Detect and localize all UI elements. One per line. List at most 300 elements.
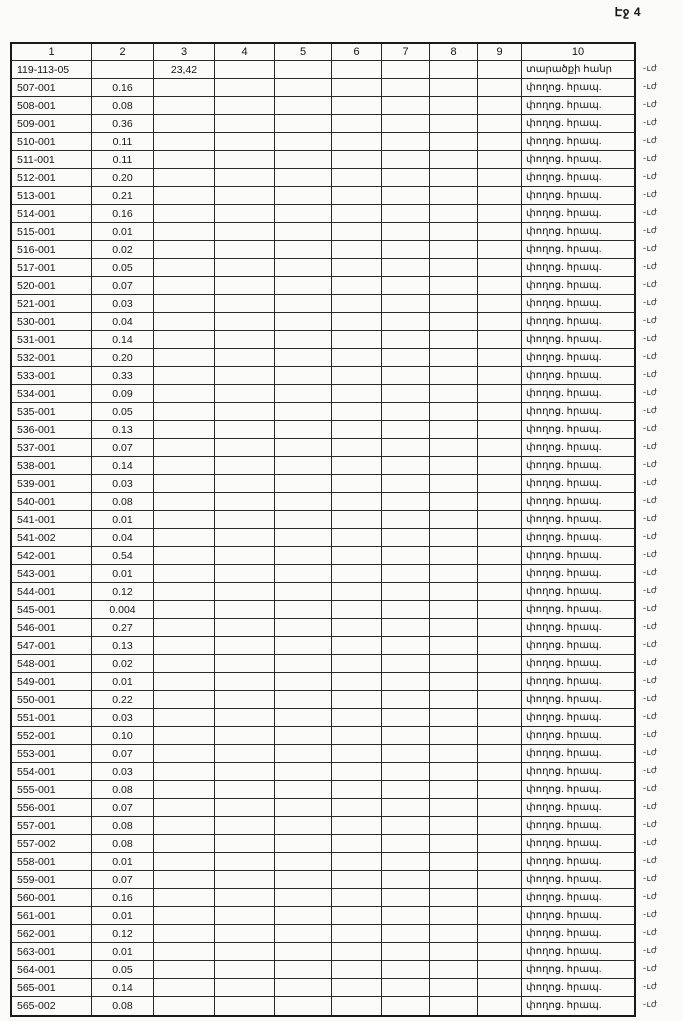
cell-col4 [215, 871, 275, 889]
cell-col5 [275, 997, 332, 1015]
cell-col3: 23,42 [154, 61, 215, 79]
table-row [12, 457, 634, 475]
cell-col4 [215, 979, 275, 997]
cell-col6 [332, 601, 382, 619]
table-row [12, 223, 634, 241]
table-row [12, 313, 634, 331]
cell-col8 [430, 673, 478, 691]
col-header-6: 6 [332, 44, 382, 61]
cell-col8 [430, 493, 478, 511]
cell-col8 [430, 763, 478, 781]
cell-col10: փողոց. հրապ. [522, 691, 634, 709]
margin-mark: -ւժ [643, 729, 658, 739]
cell-col3 [154, 745, 215, 763]
cell-col1: 536-001 [12, 421, 92, 439]
cell-col6 [332, 943, 382, 961]
cell-col9 [478, 565, 522, 583]
table-row [12, 727, 634, 745]
cell-col5 [275, 691, 332, 709]
margin-mark: -ւժ [643, 135, 658, 145]
cell-col2: 0.02 [92, 655, 154, 673]
cell-col3 [154, 403, 215, 421]
cell-col5 [275, 205, 332, 223]
table-row [12, 691, 634, 709]
cell-col4 [215, 97, 275, 115]
cell-col3 [154, 601, 215, 619]
cell-col2: 0.03 [92, 475, 154, 493]
cell-col4 [215, 889, 275, 907]
cell-col2: 0.27 [92, 619, 154, 637]
table-row [12, 871, 634, 889]
cell-col4 [215, 817, 275, 835]
cell-col10: փողոց. հրապ. [522, 205, 634, 223]
margin-mark: -ւժ [643, 171, 658, 181]
cell-col2: 0.02 [92, 241, 154, 259]
col-header-7: 7 [382, 44, 430, 61]
cell-col9 [478, 295, 522, 313]
cell-col3 [154, 367, 215, 385]
cell-col1: 557-002 [12, 835, 92, 853]
cell-col7 [382, 205, 430, 223]
cell-col2: 0.01 [92, 223, 154, 241]
cell-col1: 517-001 [12, 259, 92, 277]
cell-col5 [275, 115, 332, 133]
cell-col3 [154, 331, 215, 349]
cell-col9 [478, 241, 522, 259]
cell-col4 [215, 529, 275, 547]
cell-col8 [430, 709, 478, 727]
cell-col7 [382, 781, 430, 799]
cell-col6 [332, 61, 382, 79]
cell-col8 [430, 979, 478, 997]
cell-col4 [215, 727, 275, 745]
cell-col8 [430, 547, 478, 565]
margin-mark: -ւժ [643, 999, 658, 1009]
cell-col4 [215, 781, 275, 799]
cell-col2: 0.09 [92, 385, 154, 403]
cell-col6 [332, 475, 382, 493]
cell-col9 [478, 943, 522, 961]
cell-col2: 0.16 [92, 79, 154, 97]
cell-col9 [478, 763, 522, 781]
cell-col9 [478, 619, 522, 637]
cell-col8 [430, 169, 478, 187]
margin-mark: -ւժ [643, 243, 658, 253]
cell-col5 [275, 97, 332, 115]
cell-col5 [275, 277, 332, 295]
cell-col1: 565-001 [12, 979, 92, 997]
cell-col5 [275, 439, 332, 457]
cell-col8 [430, 313, 478, 331]
table-row [12, 547, 634, 565]
cell-col6 [332, 619, 382, 637]
cell-col3 [154, 133, 215, 151]
cell-col9 [478, 673, 522, 691]
cell-col1: 533-001 [12, 367, 92, 385]
margin-mark: -ւժ [643, 585, 658, 595]
cell-col5 [275, 169, 332, 187]
table-row [12, 763, 634, 781]
table-row [12, 61, 634, 79]
cell-col10: փողոց. հրապ. [522, 763, 634, 781]
cell-col7 [382, 439, 430, 457]
margin-mark: -ւժ [643, 765, 658, 775]
col-header-8: 8 [430, 44, 478, 61]
cell-col9 [478, 259, 522, 277]
cell-col5 [275, 817, 332, 835]
cell-col10: փողոց. հրապ. [522, 403, 634, 421]
cell-col5 [275, 367, 332, 385]
cell-col1: 541-001 [12, 511, 92, 529]
margin-mark: -ւժ [643, 855, 658, 865]
cell-col7 [382, 79, 430, 97]
cell-col2: 0.05 [92, 403, 154, 421]
cell-col2: 0.33 [92, 367, 154, 385]
cell-col8 [430, 457, 478, 475]
data-table-wrapper [10, 42, 636, 1017]
cell-col4 [215, 601, 275, 619]
cell-col2: 0.004 [92, 601, 154, 619]
table-row [12, 709, 634, 727]
cell-col2: 0.03 [92, 763, 154, 781]
cell-col4 [215, 223, 275, 241]
cell-col4 [215, 943, 275, 961]
cell-col9 [478, 403, 522, 421]
cell-col7 [382, 619, 430, 637]
cell-col1: 534-001 [12, 385, 92, 403]
cell-col10: փողոց. հրապ. [522, 259, 634, 277]
cell-col10: փողոց. հրապ. [522, 349, 634, 367]
cell-col10: փողոց. հրապ. [522, 781, 634, 799]
margin-mark: -ւժ [643, 639, 658, 649]
table-row [12, 511, 634, 529]
cell-col1: 540-001 [12, 493, 92, 511]
cell-col1: 557-001 [12, 817, 92, 835]
cell-col5 [275, 421, 332, 439]
cell-col3 [154, 259, 215, 277]
cell-col1: 535-001 [12, 403, 92, 421]
cell-col1: 539-001 [12, 475, 92, 493]
cell-col6 [332, 313, 382, 331]
cell-col7 [382, 835, 430, 853]
cell-col4 [215, 385, 275, 403]
cell-col8 [430, 943, 478, 961]
cell-col2: 0.11 [92, 133, 154, 151]
cell-col5 [275, 385, 332, 403]
cell-col6 [332, 655, 382, 673]
cell-col6 [332, 547, 382, 565]
cell-col5 [275, 187, 332, 205]
cell-col2: 0.16 [92, 205, 154, 223]
cell-col3 [154, 493, 215, 511]
cell-col8 [430, 907, 478, 925]
cell-col10: փողոց. հրապ. [522, 511, 634, 529]
cell-col8 [430, 79, 478, 97]
cell-col8 [430, 583, 478, 601]
cell-col10: փողոց. հրապ. [522, 871, 634, 889]
cell-col9 [478, 421, 522, 439]
cell-col5 [275, 727, 332, 745]
cell-col7 [382, 385, 430, 403]
cell-col6 [332, 979, 382, 997]
cell-col3 [154, 205, 215, 223]
cell-col4 [215, 169, 275, 187]
cell-col3 [154, 223, 215, 241]
cell-col1: 515-001 [12, 223, 92, 241]
cell-col1: 512-001 [12, 169, 92, 187]
cell-col4 [215, 151, 275, 169]
cell-col2: 0.08 [92, 817, 154, 835]
cell-col4 [215, 853, 275, 871]
cell-col10: փողոց. հրապ. [522, 745, 634, 763]
cell-col2 [92, 61, 154, 79]
table-row [12, 655, 634, 673]
cell-col6 [332, 187, 382, 205]
cell-col2: 0.01 [92, 511, 154, 529]
table-row [12, 403, 634, 421]
margin-mark: -ւժ [643, 225, 658, 235]
margin-mark: -ւժ [643, 909, 658, 919]
cell-col10: փողոց. հրապ. [522, 799, 634, 817]
cell-col1: 560-001 [12, 889, 92, 907]
cell-col4 [215, 907, 275, 925]
cell-col7 [382, 745, 430, 763]
cell-col7 [382, 601, 430, 619]
table-row [12, 115, 634, 133]
margin-mark: -ւժ [643, 261, 658, 271]
table-row [12, 385, 634, 403]
cell-col6 [332, 763, 382, 781]
cell-col1: 516-001 [12, 241, 92, 259]
margin-mark: -ւժ [643, 333, 658, 343]
cell-col9 [478, 277, 522, 295]
cell-col2: 0.08 [92, 835, 154, 853]
cell-col10: փողոց. հրապ. [522, 979, 634, 997]
cell-col10: փողոց. հրապ. [522, 367, 634, 385]
cell-col6 [332, 241, 382, 259]
cell-col10: փողոց. հրապ. [522, 943, 634, 961]
cell-col9 [478, 151, 522, 169]
margin-mark: -ւժ [643, 297, 658, 307]
cell-col5 [275, 583, 332, 601]
table-row [12, 349, 634, 367]
cell-col1: 565-002 [12, 997, 92, 1015]
margin-mark: -ւժ [643, 981, 658, 991]
cell-col4 [215, 475, 275, 493]
cell-col5 [275, 889, 332, 907]
cell-col5 [275, 853, 332, 871]
margin-mark: -ւժ [643, 315, 658, 325]
table-row [12, 79, 634, 97]
cell-col10: փողոց. հրապ. [522, 295, 634, 313]
cell-col5 [275, 925, 332, 943]
cell-col9 [478, 709, 522, 727]
cell-col10: փողոց. հրապ. [522, 673, 634, 691]
table-row [12, 133, 634, 151]
cell-col8 [430, 295, 478, 313]
cell-col1: 554-001 [12, 763, 92, 781]
cell-col7 [382, 403, 430, 421]
cell-col3 [154, 763, 215, 781]
cell-col7 [382, 133, 430, 151]
cell-col5 [275, 979, 332, 997]
cell-col1: 563-001 [12, 943, 92, 961]
cell-col10: փողոց. հրապ. [522, 493, 634, 511]
margin-mark: -ւժ [643, 675, 658, 685]
cell-col9 [478, 385, 522, 403]
cell-col3 [154, 655, 215, 673]
cell-col7 [382, 547, 430, 565]
cell-col7 [382, 169, 430, 187]
margin-mark: -ւժ [643, 81, 658, 91]
margin-mark: -ւժ [643, 405, 658, 415]
margin-mark: -ւժ [643, 369, 658, 379]
cell-col1: 507-001 [12, 79, 92, 97]
cell-col3 [154, 961, 215, 979]
cell-col2: 0.16 [92, 889, 154, 907]
cell-col8 [430, 637, 478, 655]
margin-mark: -ւժ [643, 711, 658, 721]
cell-col10: փողոց. հրապ. [522, 817, 634, 835]
cell-col10: փողոց. հրապ. [522, 421, 634, 439]
cell-col1: 514-001 [12, 205, 92, 223]
cell-col9 [478, 799, 522, 817]
cell-col10: փողոց. հրապ. [522, 133, 634, 151]
cell-col2: 0.14 [92, 979, 154, 997]
cell-col5 [275, 403, 332, 421]
cell-col4 [215, 79, 275, 97]
cell-col9 [478, 97, 522, 115]
cell-col5 [275, 763, 332, 781]
cell-col7 [382, 295, 430, 313]
cell-col3 [154, 349, 215, 367]
cell-col6 [332, 637, 382, 655]
cell-col3 [154, 835, 215, 853]
cell-col2: 0.03 [92, 709, 154, 727]
cell-col10: փողոց. հրապ. [522, 835, 634, 853]
margin-mark: -ւժ [643, 549, 658, 559]
cell-col1: 555-001 [12, 781, 92, 799]
col-header-9: 9 [478, 44, 522, 61]
cell-col3 [154, 871, 215, 889]
cell-col6 [332, 727, 382, 745]
cell-col2: 0.05 [92, 961, 154, 979]
cell-col3 [154, 511, 215, 529]
cell-col3 [154, 691, 215, 709]
cell-col10: փողոց. հրապ. [522, 187, 634, 205]
cell-col2: 0.21 [92, 187, 154, 205]
table-row [12, 853, 634, 871]
margin-mark: -ւժ [643, 531, 658, 541]
table-row [12, 151, 634, 169]
cell-col3 [154, 151, 215, 169]
margin-mark: -ւժ [643, 99, 658, 109]
cell-col3 [154, 187, 215, 205]
cell-col10: փողոց. հրապ. [522, 619, 634, 637]
col-header-10: 10 [522, 44, 634, 61]
cell-col7 [382, 241, 430, 259]
cell-col9 [478, 925, 522, 943]
cell-col4 [215, 115, 275, 133]
cell-col1: 564-001 [12, 961, 92, 979]
cell-col9 [478, 961, 522, 979]
cell-col5 [275, 79, 332, 97]
margin-mark: -ւժ [643, 945, 658, 955]
cell-col6 [332, 277, 382, 295]
cell-col9 [478, 637, 522, 655]
cell-col1: 543-001 [12, 565, 92, 583]
cell-col6 [332, 565, 382, 583]
cell-col6 [332, 583, 382, 601]
cell-col1: 513-001 [12, 187, 92, 205]
cell-col10: փողոց. հրապ. [522, 961, 634, 979]
cell-col7 [382, 997, 430, 1015]
cell-col10: փողոց. հրապ. [522, 907, 634, 925]
margin-mark: -ւժ [643, 891, 658, 901]
margin-mark: -ւժ [643, 693, 658, 703]
table-row [12, 817, 634, 835]
page-number: Էջ 4 [614, 5, 641, 19]
margin-mark: -ւժ [643, 495, 658, 505]
cell-col2: 0.11 [92, 151, 154, 169]
cell-col9 [478, 691, 522, 709]
col-header-4: 4 [215, 44, 275, 61]
header-row [12, 44, 634, 61]
cell-col8 [430, 403, 478, 421]
cell-col1: 511-001 [12, 151, 92, 169]
cell-col3 [154, 889, 215, 907]
cell-col3 [154, 79, 215, 97]
cell-col3 [154, 97, 215, 115]
cell-col1: 544-001 [12, 583, 92, 601]
cell-col5 [275, 961, 332, 979]
cell-col4 [215, 745, 275, 763]
cell-col7 [382, 97, 430, 115]
cell-col3 [154, 997, 215, 1015]
table-row [12, 439, 634, 457]
cell-col4 [215, 997, 275, 1015]
cell-col5 [275, 745, 332, 763]
cell-col9 [478, 547, 522, 565]
cell-col9 [478, 367, 522, 385]
cell-col3 [154, 295, 215, 313]
cell-col4 [215, 673, 275, 691]
cell-col5 [275, 295, 332, 313]
cell-col5 [275, 907, 332, 925]
cell-col2: 0.03 [92, 295, 154, 313]
cell-col1: 548-001 [12, 655, 92, 673]
cell-col3 [154, 907, 215, 925]
cell-col8 [430, 817, 478, 835]
cell-col4 [215, 493, 275, 511]
margin-mark: -ւժ [643, 873, 658, 883]
cell-col4 [215, 403, 275, 421]
cell-col9 [478, 349, 522, 367]
cell-col1: 551-001 [12, 709, 92, 727]
cell-col1: 552-001 [12, 727, 92, 745]
cell-col8 [430, 385, 478, 403]
cell-col10: տարածքի հանր [522, 61, 634, 79]
cell-col6 [332, 799, 382, 817]
cell-col9 [478, 835, 522, 853]
cell-col5 [275, 673, 332, 691]
cell-col9 [478, 439, 522, 457]
cell-col8 [430, 241, 478, 259]
cell-col6 [332, 781, 382, 799]
cell-col5 [275, 655, 332, 673]
cell-col9 [478, 745, 522, 763]
cell-col4 [215, 655, 275, 673]
